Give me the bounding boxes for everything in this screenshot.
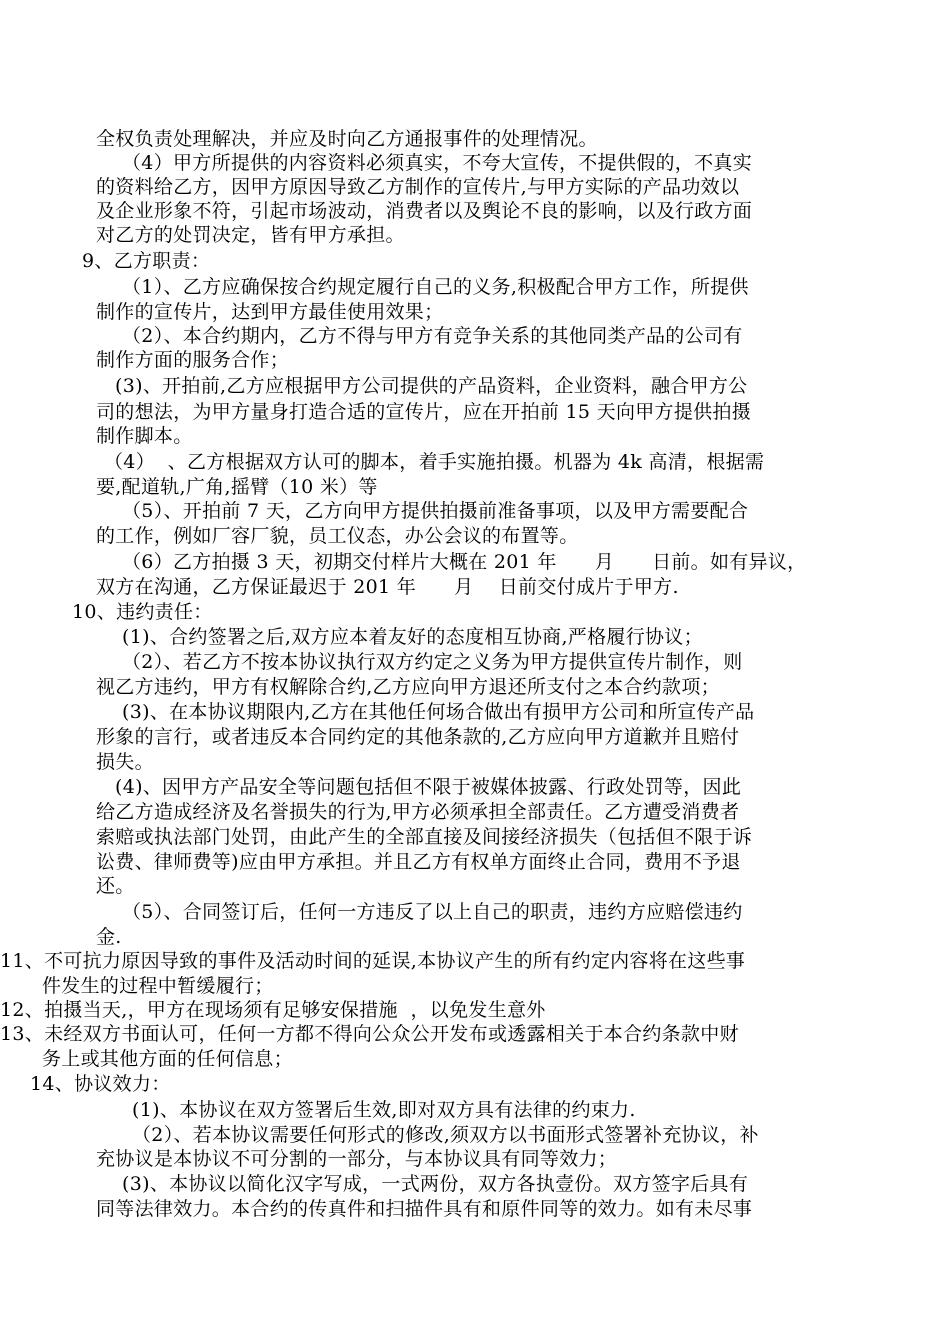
text-line: 的资料给乙方，因甲方原因导致乙方制作的宣传片,与甲方实际的产品功效以 bbox=[96, 176, 740, 198]
section-heading: 14、协议效力： bbox=[30, 1073, 171, 1095]
text-line: (4)、因甲方产品安全等问题包括但不限于被媒体披露、行政处罚等，因此 bbox=[115, 776, 742, 798]
section-heading: 13、未经双方书面认可，任何一方都不得向公众公开发布或透露相关于本合约条款中财 bbox=[0, 1023, 739, 1045]
section-heading: 12、拍摄当天,，甲方在现场须有足够安保措施 ，以免发生意外 bbox=[0, 999, 546, 1021]
text-line: （5）、合同签订后，任何一方违反了以上自己的职责，违约方应赔偿违约 bbox=[122, 901, 743, 923]
text-line: 制作方面的服务合作； bbox=[96, 349, 290, 371]
text-line: 给乙方造成经济及名誉损失的行为,甲方必须承担全部责任。乙方遭受消费者 bbox=[96, 801, 740, 823]
text-line: （2）、若本协议需要任何形式的修改,须双方以书面形式签署补充协议，补 bbox=[132, 1124, 759, 1146]
text-line: 视乙方违约，甲方有权解除合约,乙方应向甲方退还所支付之本合约款项； bbox=[96, 676, 720, 698]
text-line: (1)、本协议在双方签署后生效,即对双方具有法律的约束力. bbox=[132, 1099, 636, 1121]
text-line: （2）、本合约期内，乙方不得与甲方有竞争关系的其他同类产品的公司有 bbox=[122, 325, 743, 347]
text-line: （1）、乙方应确保按合约规定履行自己的义务,积极配合甲方工作，所提供 bbox=[122, 276, 749, 298]
text-line: （4）甲方所提供的内容资料必须真实，不夸大宣传，不提供假的，不真实 bbox=[122, 152, 752, 174]
text-line: 司的想法，为甲方量身打造合适的宣传片，应在开拍前 15 天向甲方提供拍摄 bbox=[96, 401, 752, 423]
section-heading: 9、乙方职责： bbox=[82, 250, 211, 272]
text-line: 金. bbox=[96, 926, 122, 948]
text-line: 要,配道轨,广角,摇臂（10 米）等 bbox=[96, 476, 378, 498]
text-line: 全权负责处理解决，并应及时向乙方通报事件的处理情况。 bbox=[96, 128, 598, 150]
section-heading: 10、违约责任： bbox=[72, 601, 213, 623]
text-line: （4） 、乙方根据双方认可的脚本，着手实施拍摄。机器为 4k 高清，根据需 bbox=[104, 451, 765, 473]
text-line: 制作脚本。 bbox=[96, 425, 193, 447]
text-line: (1)、合约签署之后,双方应本着友好的态度相互协商,严格履行协议； bbox=[122, 626, 703, 648]
text-line: （6）乙方拍摄 3 天，初期交付样片大概在 201 年 月 日前。如有异议， bbox=[122, 551, 807, 573]
text-line: 制作的宣传片，达到甲方最佳使用效果； bbox=[96, 301, 444, 323]
text-line: 对乙方的处罚决定，皆有甲方承担。 bbox=[96, 224, 405, 246]
text-line: （5）、开拍前 7 天，乙方向甲方提供拍摄前准备事项，以及甲方需要配合 bbox=[122, 500, 749, 522]
text-line: （2）、若乙方不按本协议执行双方约定之义务为甲方提供宣传片制作，则 bbox=[122, 651, 743, 673]
text-line: 形象的言行，或者违反本合同约定的其他条款的,乙方应向甲方道歉并且赔付 bbox=[96, 726, 740, 748]
text-line: 的工作，例如厂容厂貌，员工仪态，办公会议的布置等。 bbox=[96, 525, 579, 547]
text-line: 务上或其他方面的任何信息； bbox=[42, 1048, 293, 1070]
text-line: 件发生的过程中暂缓履行； bbox=[42, 975, 274, 997]
text-line: 索赔或执法部门处罚，由此产生的全部直接及间接经济损失（包括但不限于诉 bbox=[96, 826, 753, 848]
text-line: 及企业形象不符，引起市场波动，消费者以及舆论不良的影响，以及行政方面 bbox=[96, 200, 753, 222]
text-line: (3)、在本协议期限内,乙方在其他任何场合做出有损甲方公司和所宣传产品 bbox=[122, 701, 755, 723]
text-line: 双方在沟通，乙方保证最迟于 201 年 月 日前交付成片于甲方. bbox=[96, 576, 679, 598]
text-line: 还。 bbox=[96, 875, 135, 897]
text-line: (3)、本协议以简化汉字写成，一式两份，双方各执壹份。双方签字后具有 bbox=[122, 1173, 749, 1195]
text-line: 讼费、律师费等)应由甲方承担。并且乙方有权单方面终止合同，费用不予退 bbox=[96, 851, 741, 873]
text-line: 充协议是本协议不可分割的一部分，与本协议具有同等效力； bbox=[96, 1148, 618, 1170]
text-line: 损失。 bbox=[96, 751, 154, 773]
text-line: 同等法律效力。本合约的传真件和扫描件具有和原件同等的效力。如有未尽事 bbox=[96, 1198, 753, 1220]
text-line: (3)、开拍前,乙方应根据甲方公司提供的产品资料，企业资料，融合甲方公 bbox=[115, 375, 748, 397]
section-heading: 11、不可抗力原因导致的事件及活动时间的延误,本协议产生的所有约定内容将在这些事 bbox=[0, 950, 746, 972]
